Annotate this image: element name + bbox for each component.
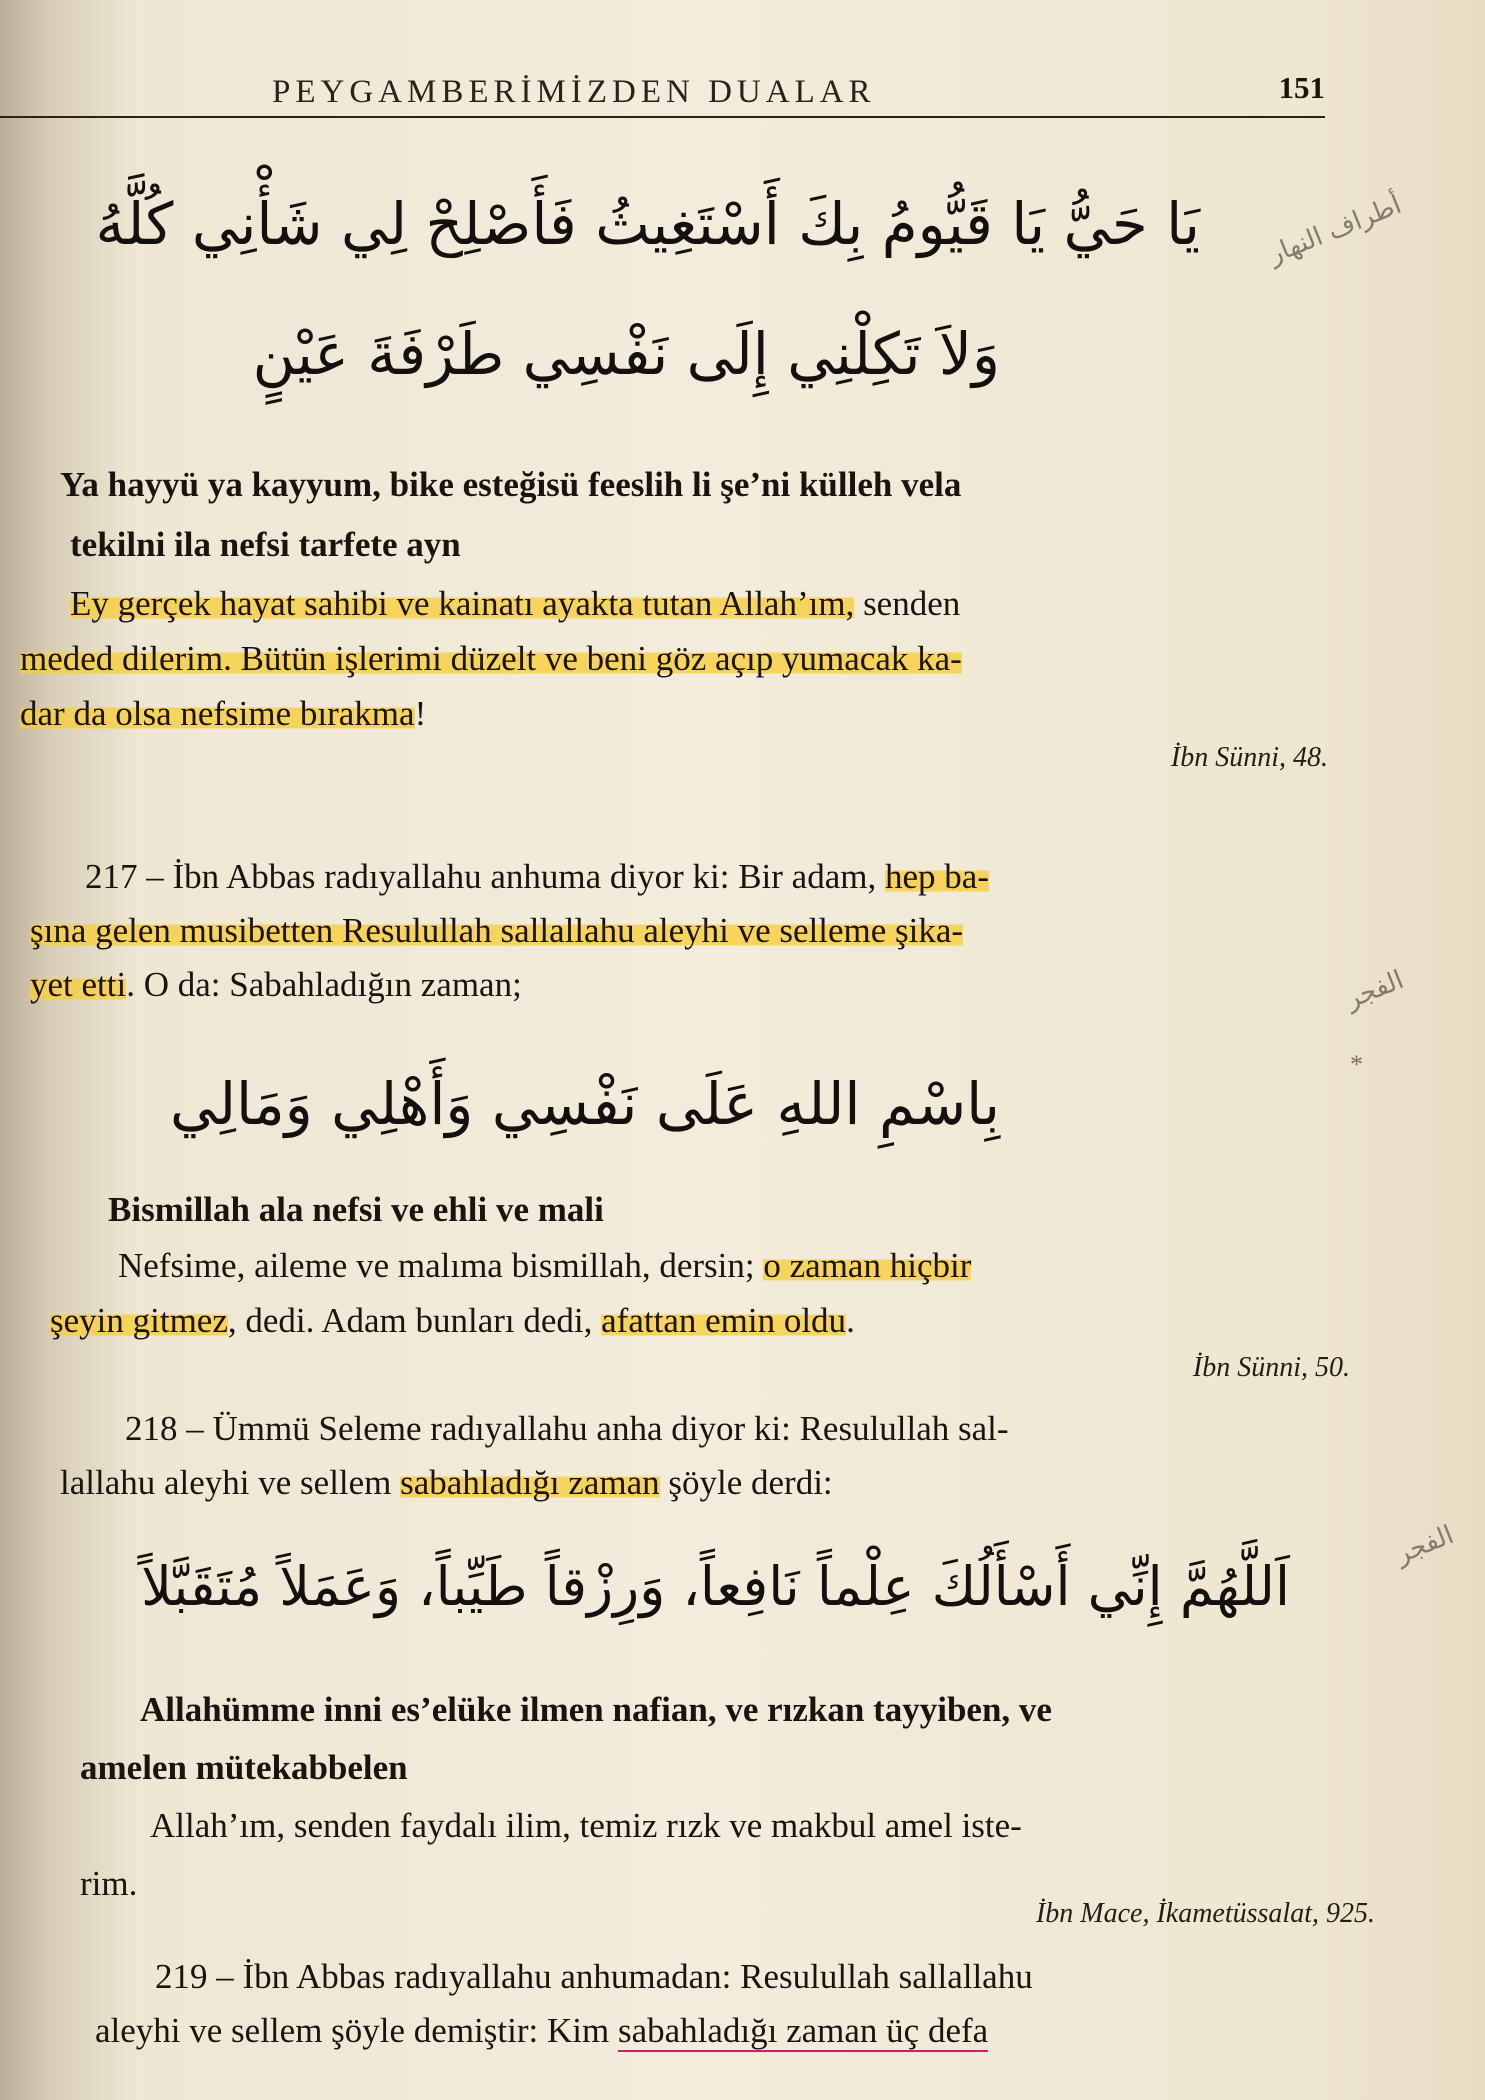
paragraph-line [125, 1402, 1009, 1456]
arabic-prayer: بِاسْمِ اللهِ عَلَى نَفْسِي وَأَهْلِي وَمَالِي [169, 1070, 1000, 1138]
paragraph-line [30, 904, 963, 958]
text-segment: 217 – İbn Abbas radıyallahu anhuma diyor ki: Bir adam, [85, 857, 885, 896]
arabic-prayer: اَللَّهُمَّ إِنِّي أَسْأَلُكَ عِلْماً نَافِعاً، وَرِزْقاً طَيِّباً، وَعَمَلاً مُتَقَبَّلاً [141, 1555, 1290, 1618]
arabic-prayer: يَا حَيُّ يَا قَيُّومُ بِكَ أَسْتَغِيثُ فَأَصْلِحْ لِي شَأْنِي كُلَّهُ [95, 190, 1200, 258]
highlighted-text: afattan emin oldu [601, 1301, 847, 1340]
transliteration: Allahümme inni es’elüke ilmen nafian, ve rızkan tayyiben, ve [140, 1690, 1052, 1729]
text-segment: Nefsime, aileme ve malıma bismillah, dersin; [118, 1246, 764, 1285]
source-citation: İbn Mace, İkametüssalat, 925. [1035, 1898, 1375, 1929]
meaning-line [118, 1238, 971, 1293]
transliteration: Ya hayyü ya kayyum, bike esteğisü feeslih li şe’ni külleh vela [60, 465, 962, 504]
meaning-line [20, 686, 426, 741]
margin-note: أطراف النهار [1264, 189, 1406, 271]
highlighted-text: Ey gerçek hayat sahibi ve kainatı ayakta tutan Allah’ım, [70, 584, 855, 623]
arabic-prayer: وَلاَ تَكِلْنِي إِلَى نَفْسِي طَرْفَةَ عَيْنٍ [252, 320, 1000, 388]
text-segment: . O da: Sabahladığın zaman; [126, 965, 522, 1004]
text-segment: rim. [80, 1864, 138, 1903]
transliteration: tekilni ila nefsi tarfete ayn [70, 525, 461, 564]
text-segment: , dedi. Adam bunları dedi, [227, 1301, 602, 1340]
meaning-line [20, 631, 962, 686]
source-citation: İbn Sünni, 48. [1170, 742, 1328, 773]
transliteration: amelen mütekabbelen [80, 1748, 408, 1787]
meaning-line [80, 1856, 137, 1911]
text-segment: Allah’ım, senden faydalı ilim, temiz rızk ve makbul amel iste- [150, 1806, 1022, 1845]
text-segment: 218 – Ümmü Seleme radıyallahu anha diyor ki: Resulullah sal- [125, 1409, 1009, 1448]
highlighted-text: şeyin gitmez [50, 1301, 228, 1340]
margin-star: * [1350, 1050, 1363, 1079]
transliteration: Bismillah ala nefsi ve ehli ve mali [108, 1190, 604, 1229]
page-header [0, 70, 1325, 118]
highlighted-text: hep ba- [884, 857, 989, 896]
meaning-line [50, 1293, 855, 1348]
highlighted-text: şına gelen musibetten Resulullah sallallahu aleyhi ve selleme şika- [30, 911, 964, 950]
paragraph-line [95, 2004, 988, 2058]
source-citation: İbn Sünni, 50. [1192, 1352, 1350, 1383]
paragraph-line [60, 1456, 833, 1510]
text-segment: aleyhi ve sellem şöyle demiştir: Kim [95, 2011, 618, 2050]
text-segment: . [846, 1301, 855, 1340]
paragraph-line [30, 958, 522, 1012]
text-segment: lallahu aleyhi ve sellem [60, 1463, 401, 1502]
paragraph-line [155, 1950, 1033, 2004]
highlighted-text: o zaman hiçbir [763, 1246, 972, 1285]
meaning-line [150, 1798, 1022, 1853]
underlined-text: sabahladığı zaman üç defa [617, 2011, 989, 2050]
highlighted-text: dar da olsa nefsime bırakma [20, 694, 415, 733]
meaning-line [70, 576, 960, 631]
margin-note: الفجر [1341, 964, 1408, 1016]
text-segment: ! [414, 694, 427, 733]
margin-note: الفجر [1391, 1519, 1458, 1571]
highlighted-text: sabahladığı zaman [400, 1463, 660, 1502]
paragraph-line [85, 850, 989, 904]
text-segment: senden [854, 584, 961, 623]
text-segment: 219 – İbn Abbas radıyallahu anhumadan: Resulullah sallallahu [155, 1957, 1033, 1996]
highlighted-text: yet etti [30, 965, 127, 1004]
running-title: PEYGAMBERİMİZDEN DUALAR [272, 74, 876, 110]
text-segment: şöyle derdi: [659, 1463, 833, 1502]
page-number: 151 [1278, 70, 1325, 105]
highlighted-text: meded dilerim. Bütün işlerimi düzelt ve beni göz açıp yumacak ka- [20, 639, 962, 678]
